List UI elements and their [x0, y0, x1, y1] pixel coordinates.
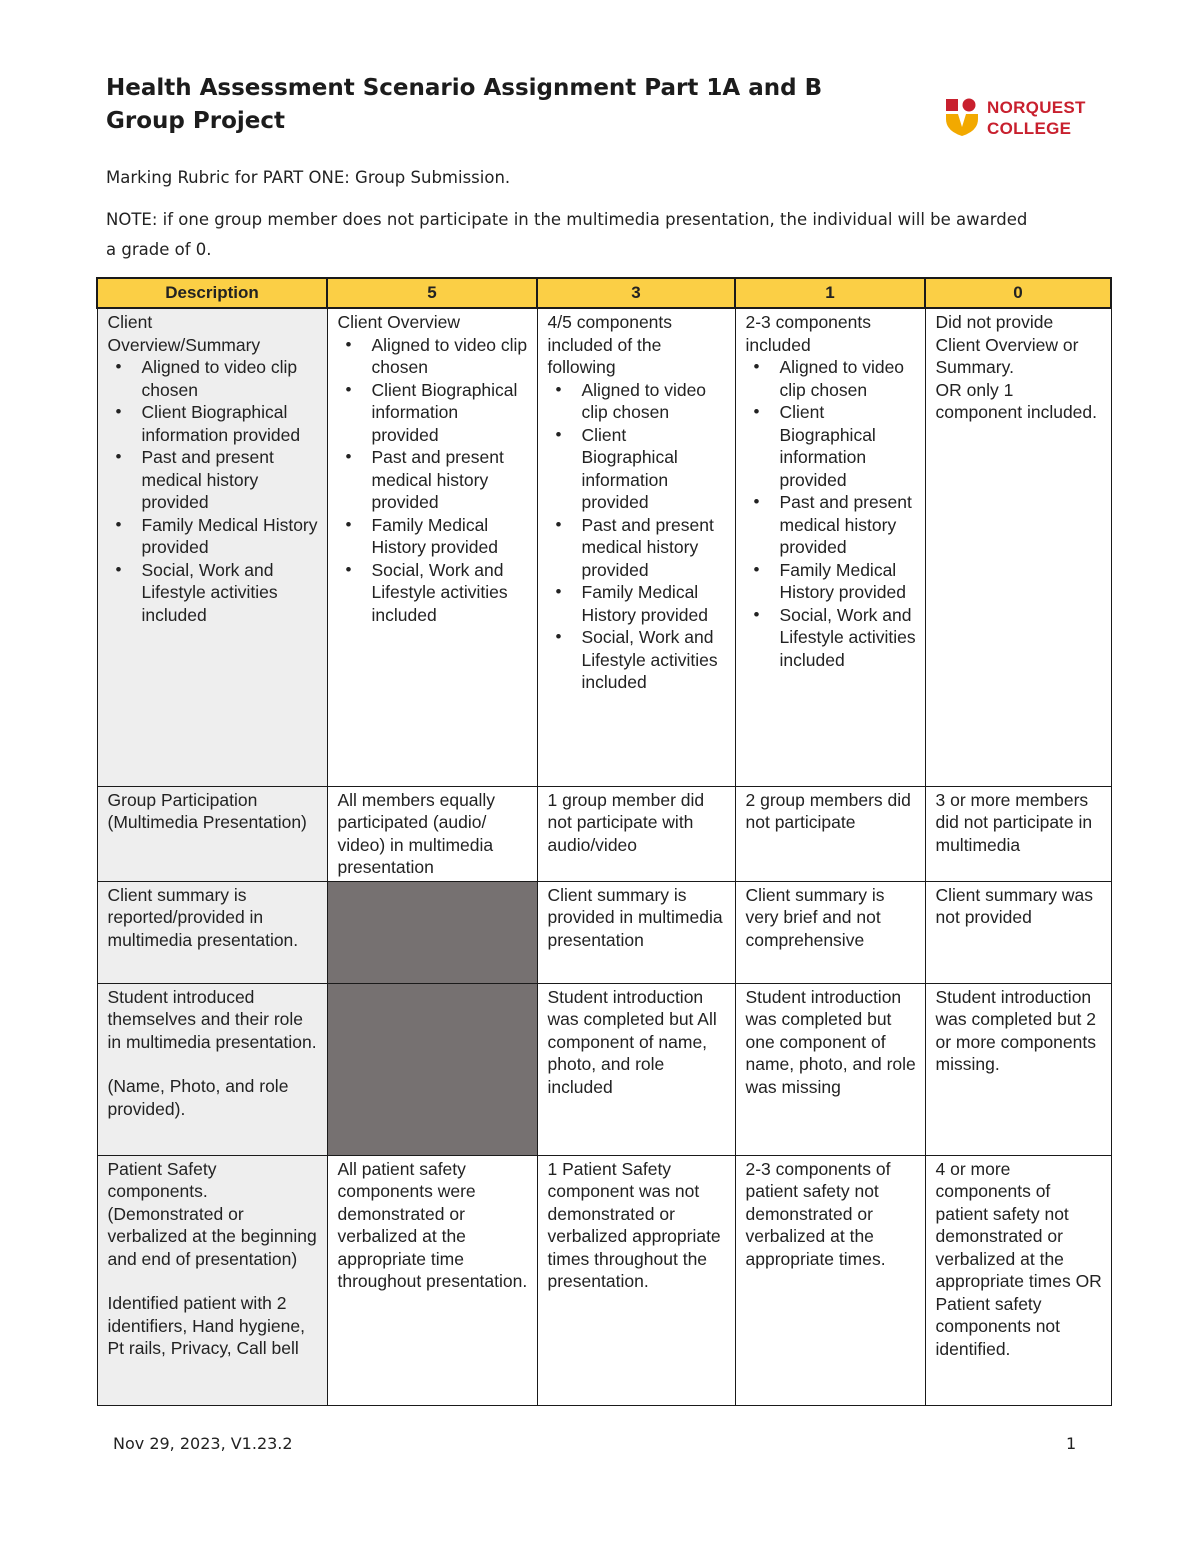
cell-line-1: Did not provide Client Overview or Summary.: [935, 312, 1079, 377]
header-score-0: 0: [925, 278, 1111, 308]
norquest-shield-icon: [945, 97, 979, 137]
list-item: • Aligned to video clip chosen: [142, 356, 319, 401]
intro-text: [106, 163, 1096, 277]
cell-score-1: [735, 308, 925, 786]
desc-paragraph-1: Student introduced themselves and their role in multimedia presentation.: [107, 986, 317, 1052]
header-score-1: 1: [735, 278, 925, 308]
cell-score-3: [537, 308, 735, 786]
logo-line-1: NORQUEST: [987, 98, 1086, 117]
row-group-participation: [97, 786, 1111, 881]
header-score-5: 5: [327, 278, 537, 308]
list-item: • Client Biographical information provided: [372, 379, 529, 447]
list-item: • Social, Work and Lifestyle activities included: [142, 559, 319, 627]
footer-page-number: 1: [1066, 1434, 1077, 1453]
logo-line-2: COLLEGE: [987, 119, 1072, 138]
list-item: • Past and present medical history provided: [372, 446, 529, 514]
desc-paragraph-1: Patient Safety components. (Demonstrated or verbalized at the beginning and end of presentation): [107, 1158, 317, 1269]
cell-score-0: [925, 308, 1111, 786]
row-patient-safety: [97, 1155, 1111, 1405]
list-item: • Social, Work and Lifestyle activities included: [582, 626, 727, 694]
cell-score-3: Student introduction was completed but All component of name, photo, and role included: [537, 983, 735, 1155]
cell-score-5-not-applicable: [327, 881, 537, 983]
marking-rubric-line: Marking Rubric for PART ONE: Group Submission.: [106, 168, 511, 187]
row-client-summary: [97, 881, 1111, 983]
list-item: • Client Biographical information provided: [142, 401, 319, 446]
note-line-2: a grade of 0.: [106, 240, 212, 259]
desc-lead-2: Overview/Summary: [107, 334, 261, 355]
title-line-1: Health Assessment Scenario Assignment Part 1A and B: [106, 75, 823, 101]
logo-wordmark: [987, 97, 1086, 139]
cell-score-0: Student introduction was completed but 2 or more components missing.: [925, 983, 1111, 1155]
header-score-3: 3: [537, 278, 735, 308]
list-item: • Client Biographical information provided: [582, 424, 727, 514]
row-client-overview: [97, 308, 1111, 786]
cell-score-3: Client summary is provided in multimedia presentation: [537, 881, 735, 983]
list-item: • Social, Work and Lifestyle activities included: [372, 559, 529, 627]
cell-score-1: 2-3 components of patient safety not demonstrated or verbalized at the appropriate times.: [735, 1155, 925, 1405]
bullet-list: [746, 356, 917, 671]
list-item: • Client Biographical information provided: [780, 401, 917, 491]
note-paragraph: [106, 205, 1096, 265]
cell-score-5: All patient safety components were demonstrated or verbalized at the appropriate time throughout presentation.: [327, 1155, 537, 1405]
cell-score-1: Student introduction was completed but one component of name, photo, and role was missing: [735, 983, 925, 1155]
cell-line-2: OR only 1 component included.: [935, 379, 1097, 422]
rubric-header-row: [97, 278, 1111, 308]
cell-score-1: 2 group members did not participate: [735, 786, 925, 881]
list-item: • Family Medical History provided: [582, 581, 727, 626]
cell-description: Group Participation (Multimedia Presentation): [97, 786, 327, 881]
list-item: • Past and present medical history provided: [142, 446, 319, 514]
list-item: • Family Medical History provided: [372, 514, 529, 559]
cell-score-5: All members equally participated (audio/ video) in multimedia presentation: [327, 786, 537, 881]
bullet-list: [338, 334, 529, 627]
list-item: • Past and present medical history provided: [582, 514, 727, 582]
desc-paragraph-2: (Name, Photo, and role provided).: [107, 1076, 289, 1119]
list-item: • Aligned to video clip chosen: [582, 379, 727, 424]
desc-paragraph-2: Identified patient with 2 identifiers, Hand hygiene, Pt rails, Privacy, Call bell: [107, 1293, 305, 1358]
list-item: • Social, Work and Lifestyle activities included: [780, 604, 917, 672]
bullet-list: [548, 379, 727, 694]
list-item: • Family Medical History provided: [780, 559, 917, 604]
cell-score-1: Client summary is very brief and not comprehensive: [735, 881, 925, 983]
title-line-2: Group Project: [106, 108, 285, 134]
row-student-introduction: [97, 983, 1111, 1155]
cell-score-0: 3 or more members did not participate in multimedia: [925, 786, 1111, 881]
list-item: • Past and present medical history provided: [780, 491, 917, 559]
bullet-list: [108, 356, 319, 626]
cell-description: [97, 308, 327, 786]
cell-lead: 4/5 components included of the following: [547, 312, 673, 377]
marking-rubric-table: [96, 277, 1112, 1406]
cell-lead: 2-3 components included: [745, 312, 871, 355]
norquest-college-logo: [945, 97, 1105, 139]
desc-lead-1: Client: [107, 312, 153, 332]
cell-score-5: [327, 308, 537, 786]
cell-description: [97, 983, 327, 1155]
cell-description: [97, 1155, 327, 1405]
cell-lead: Client Overview: [337, 312, 461, 332]
header-description: Description: [97, 278, 327, 308]
cell-score-5-not-applicable: [327, 983, 537, 1155]
cell-score-0: Client summary was not provided: [925, 881, 1111, 983]
note-line-1: NOTE: if one group member does not participate in the multimedia presentation, the individual will be awarded: [106, 210, 1028, 229]
list-item: • Aligned to video clip chosen: [780, 356, 917, 401]
cell-score-3: 1 Patient Safety component was not demonstrated or verbalized appropriate times throughout the presentation.: [537, 1155, 735, 1405]
cell-score-0: 4 or more components of patient safety not demonstrated or verbalized at the appropriate times OR Patient safety components not identified.: [925, 1155, 1111, 1405]
list-item: • Family Medical History provided: [142, 514, 319, 559]
cell-description: Client summary is reported/provided in multimedia presentation.: [97, 881, 327, 983]
document-title: [106, 72, 926, 138]
list-item: • Aligned to video clip chosen: [372, 334, 529, 379]
cell-score-3: 1 group member did not participate with audio/video: [537, 786, 735, 881]
footer-date-version: Nov 29, 2023, V1.23.2: [113, 1434, 293, 1453]
